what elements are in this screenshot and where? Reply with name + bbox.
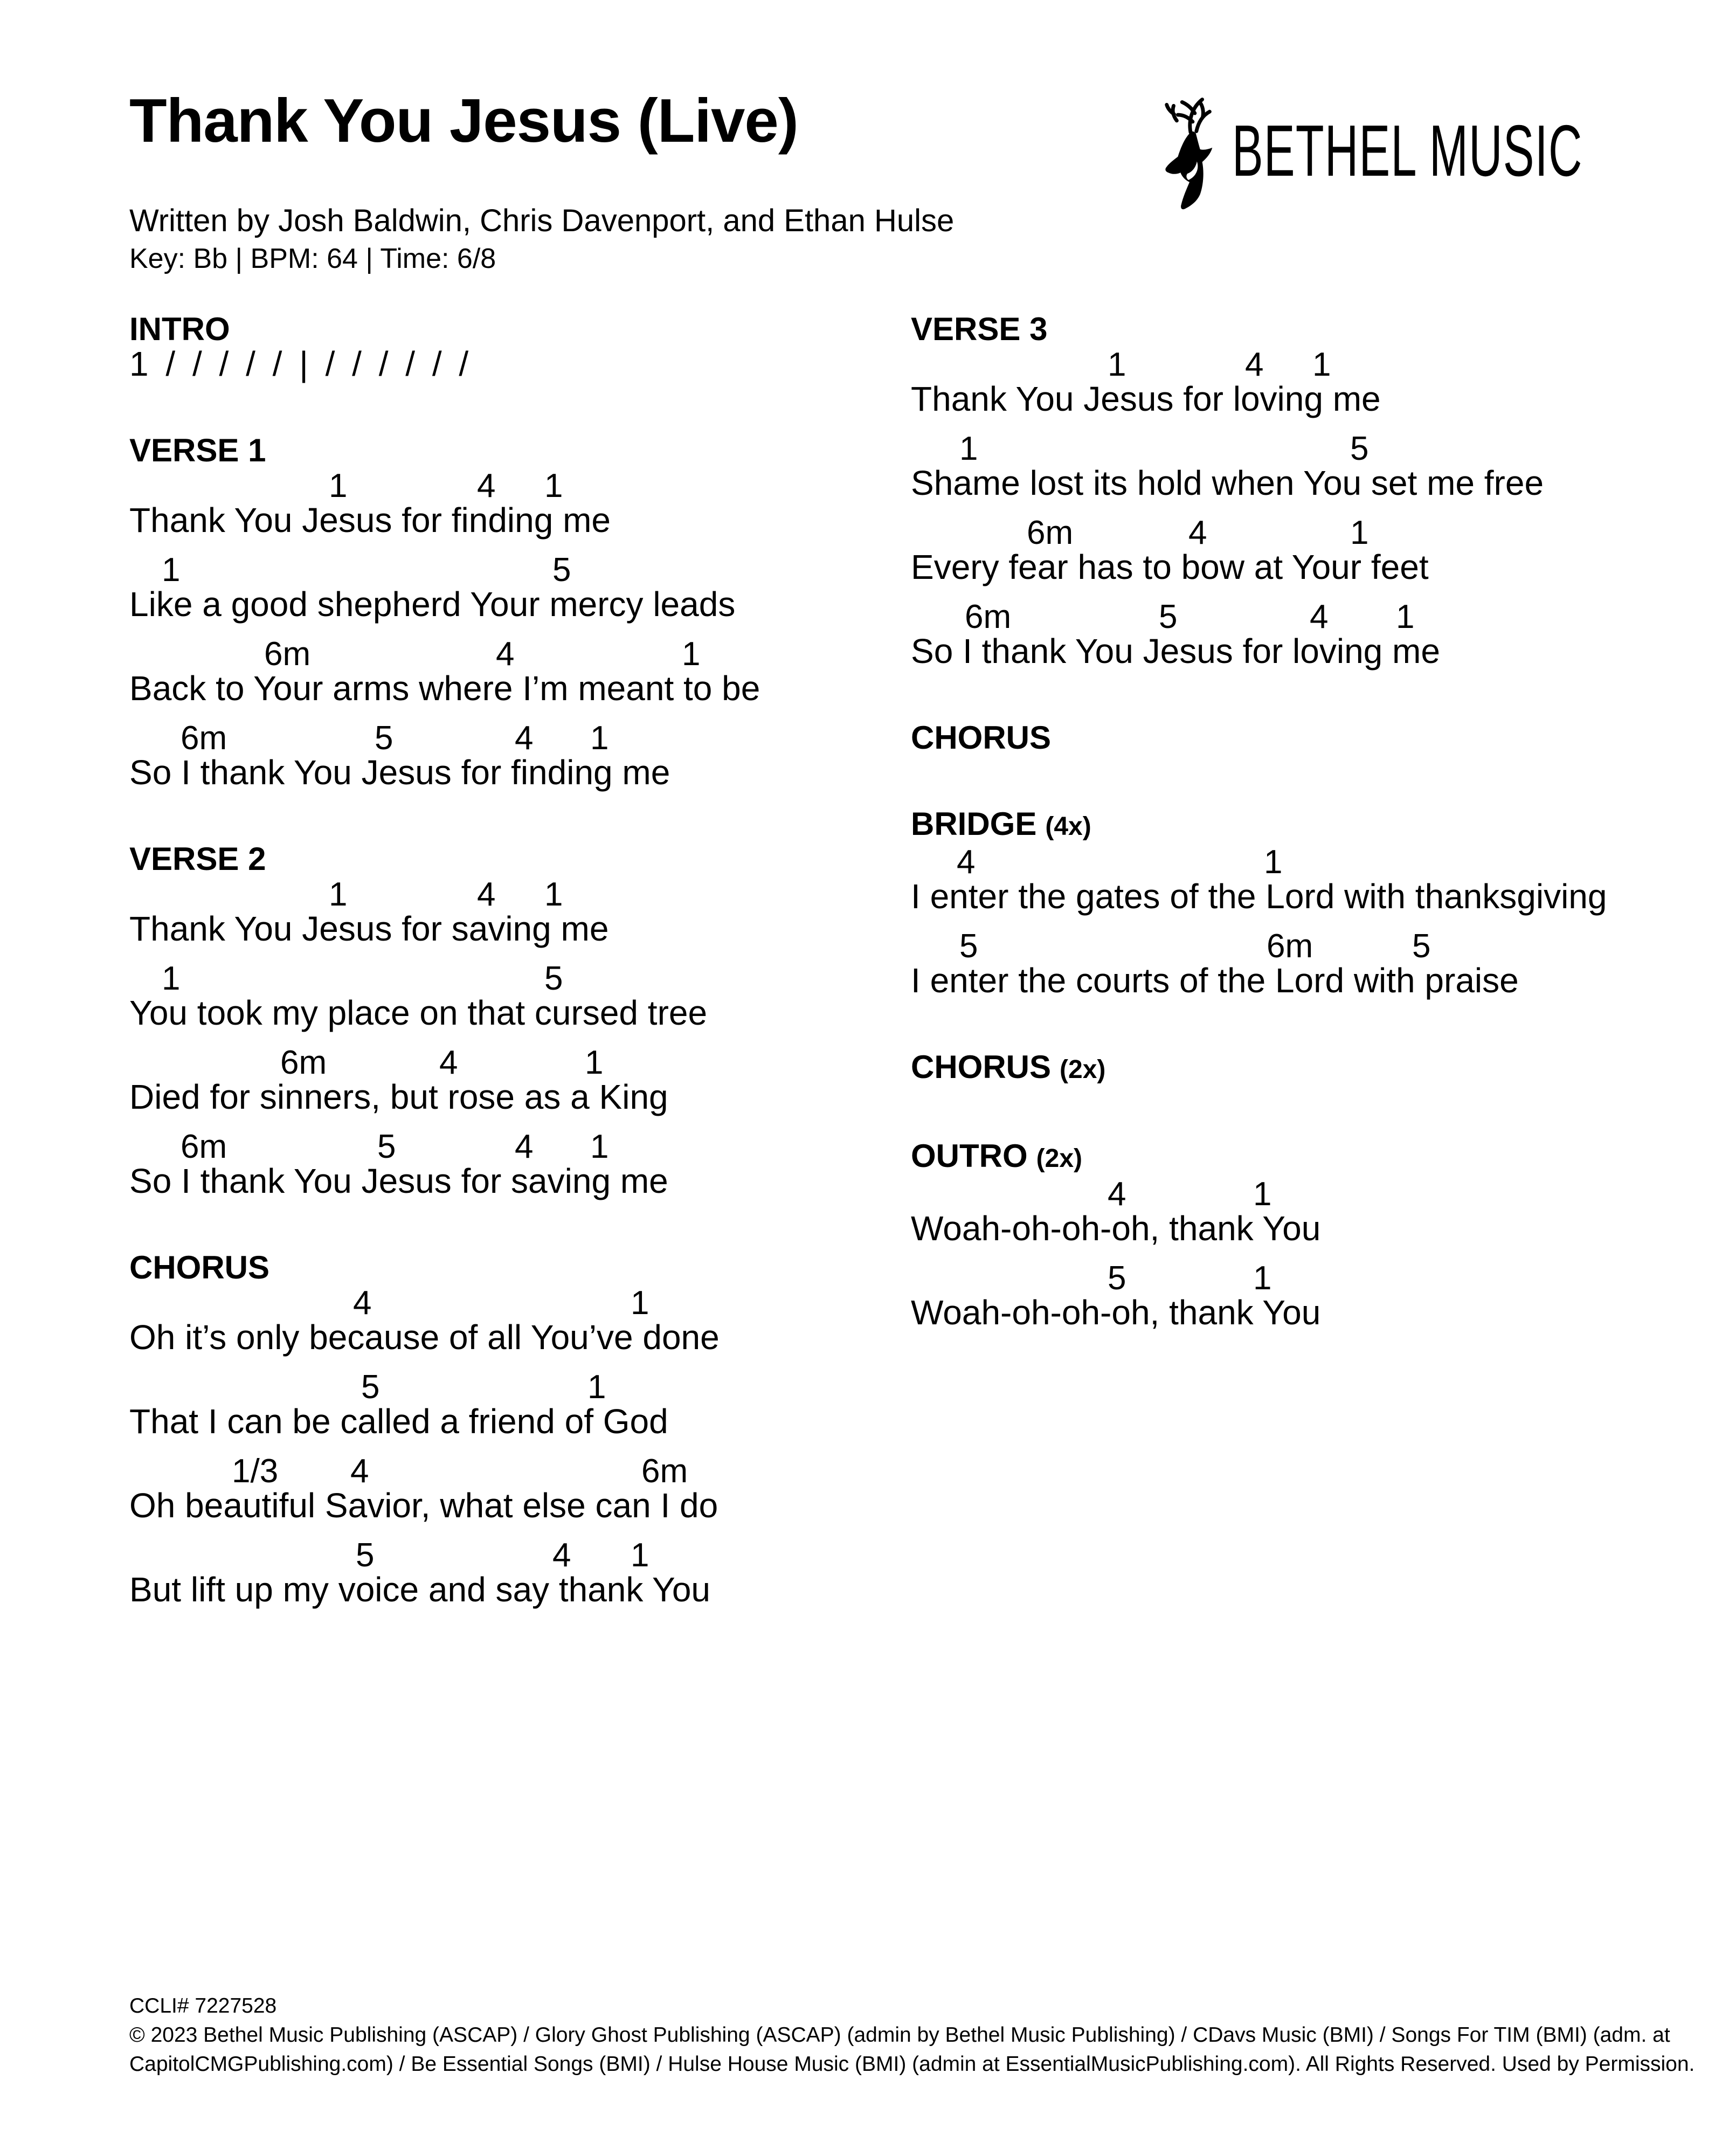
chord-line <box>911 928 1715 963</box>
chord-line <box>911 1260 1715 1295</box>
lyric-line: Back to Your arms where I’m meant to be <box>129 669 760 708</box>
chord: 6m <box>264 635 311 673</box>
lyric-line: You took my place on that cursed tree <box>129 993 708 1032</box>
section-repeat-suffix: (2x) <box>1036 1144 1083 1173</box>
section-heading <box>911 1138 1715 1176</box>
chord: 5 <box>1159 598 1178 635</box>
chord: 4 <box>439 1044 458 1081</box>
section-label: BRIDGE <box>911 806 1037 842</box>
chord: 1 <box>1253 1176 1272 1213</box>
chord: 4 <box>1245 346 1264 383</box>
chord: 5 <box>544 960 563 997</box>
chord: 5 <box>959 928 978 965</box>
section-label: VERSE 2 <box>129 841 266 877</box>
song-line <box>129 344 911 383</box>
section-heading <box>911 720 1715 755</box>
chord-line <box>129 1369 911 1404</box>
chord: 6m <box>965 598 1012 635</box>
chord: 5 <box>356 1537 375 1574</box>
chord: 1 <box>1264 844 1283 881</box>
chord: 1 <box>1253 1260 1272 1297</box>
section-heading <box>129 433 911 468</box>
chord: 4 <box>1188 514 1207 551</box>
lyric-line: I enter the courts of the Lord with praise <box>911 961 1519 1000</box>
song-line <box>129 1129 911 1199</box>
chord-line <box>911 599 1715 634</box>
section-label: OUTRO <box>911 1138 1028 1174</box>
section-label: CHORUS <box>911 720 1052 756</box>
chord: 1 <box>585 1044 604 1081</box>
lyric-line: Shame lost its hold when You set me free <box>911 464 1544 502</box>
song-line <box>911 431 1715 501</box>
song-line <box>129 1453 911 1523</box>
deer-icon <box>1158 82 1221 213</box>
chord: 4 <box>957 844 976 881</box>
chord: 1 <box>631 1284 649 1322</box>
lyric-line: Like a good shepherd Your mercy leads <box>129 585 736 624</box>
chord: 4 <box>350 1453 369 1490</box>
song-line <box>129 552 911 622</box>
lyric-line: So I thank You Jesus for loving me <box>911 632 1440 671</box>
bethel-music-logo <box>1158 82 1715 213</box>
lyric-line: That I can be called a friend of God <box>129 1402 668 1441</box>
section-heading <box>911 806 1715 844</box>
section-label: CHORUS <box>911 1049 1052 1085</box>
column-right <box>911 312 1715 1659</box>
song-line <box>129 876 911 946</box>
section-repeat-suffix: (4x) <box>1045 812 1091 841</box>
song-line <box>911 1260 1715 1330</box>
chord: 1 <box>1396 598 1415 635</box>
song-section <box>911 312 1715 669</box>
song-line <box>129 468 911 538</box>
key-bpm-time-info: Key: Bb | BPM: 64 | Time: 6/8 <box>129 243 496 274</box>
chord: 4 <box>1108 1176 1126 1213</box>
section-heading <box>129 841 911 876</box>
section-heading <box>129 312 911 347</box>
chord-line <box>129 468 911 503</box>
song-line <box>129 960 911 1031</box>
writers-credit: Written by Josh Baldwin, Chris Davenport, and Ethan Hulse <box>129 203 955 238</box>
song-section <box>129 1250 911 1607</box>
section-heading <box>911 1049 1715 1087</box>
section-heading <box>911 312 1715 347</box>
chord: 1 <box>1350 514 1369 551</box>
section-label: INTRO <box>129 311 230 347</box>
chord-line <box>911 515 1715 550</box>
footer <box>129 1992 1715 2079</box>
lyric-line: Thank You Jesus for loving me <box>911 379 1381 418</box>
chord: 5 <box>375 720 393 757</box>
lyric-line: Thank You Jesus for saving me <box>129 909 609 948</box>
chord-line <box>911 1176 1715 1211</box>
song-section <box>911 1138 1715 1330</box>
chord: 4 <box>1310 598 1329 635</box>
chord: 1 <box>162 551 181 589</box>
song-line <box>911 515 1715 585</box>
chord: 6m <box>181 720 227 757</box>
chord: 1 <box>1312 346 1331 383</box>
chord: 1 <box>590 1128 609 1165</box>
chord-line <box>129 1453 911 1488</box>
chord: 6m <box>1267 928 1313 965</box>
section-repeat-suffix: (2x) <box>1060 1055 1106 1084</box>
chord-line <box>129 960 911 996</box>
section-heading <box>129 1250 911 1285</box>
chord-line <box>911 431 1715 466</box>
chord: 5 <box>377 1128 396 1165</box>
song-line <box>129 1045 911 1115</box>
chord: 1 <box>590 720 609 757</box>
lyric-line: Died for sinners, but rose as a King <box>129 1077 668 1116</box>
chord: 5 <box>1350 430 1369 467</box>
lyric-line: Oh beautiful Savior, what else can I do <box>129 1486 718 1525</box>
song-section <box>129 433 911 790</box>
chord: 1 <box>162 960 181 997</box>
chord-line <box>129 720 911 755</box>
song-line <box>129 636 911 706</box>
section-label: CHORUS <box>129 1249 270 1286</box>
chord-line <box>129 1537 911 1572</box>
chord-line <box>911 347 1715 382</box>
deer-head-shape <box>1165 132 1212 209</box>
lyric-line: So I thank You Jesus for saving me <box>129 1162 668 1200</box>
chord: 1 <box>329 876 348 913</box>
song-section <box>129 312 911 382</box>
song-line <box>129 1537 911 1607</box>
chord: 4 <box>477 876 496 913</box>
header <box>129 81 954 278</box>
lyric-line: Thank You Jesus for finding me <box>129 501 611 540</box>
lyric-line: So I thank You Jesus for finding me <box>129 753 670 792</box>
lyric-line: But lift up my voice and say thank You <box>129 1570 710 1609</box>
chord-line <box>129 636 911 671</box>
section-label: VERSE 1 <box>129 432 266 468</box>
chord: 5 <box>1412 928 1431 965</box>
chord-line <box>129 1129 911 1164</box>
chord: 4 <box>515 1128 534 1165</box>
chord: 1 <box>329 467 348 505</box>
song-line <box>129 720 911 790</box>
lyric-line: Every fear has to bow at Your feet <box>911 548 1429 586</box>
chord: 1 <box>544 467 563 505</box>
chord: 1 <box>587 1369 606 1406</box>
chord-line <box>129 876 911 911</box>
chord: 4 <box>477 467 496 505</box>
rhythm-line: 1 / / / / / | / / / / / / <box>129 344 473 383</box>
chord: 6m <box>181 1128 227 1165</box>
chord: 1 <box>544 876 563 913</box>
lyric-line: Oh it’s only because of all You’ve done <box>129 1318 720 1357</box>
ccli-number: CCLI# 7227528 <box>129 1994 277 2017</box>
chord-line <box>129 552 911 587</box>
chord: 1/3 <box>232 1453 279 1490</box>
chord: 5 <box>361 1369 380 1406</box>
chord: 6m <box>280 1044 327 1081</box>
chord: 4 <box>552 1537 571 1574</box>
song-section <box>129 841 911 1199</box>
song-line <box>911 928 1715 998</box>
chord: 4 <box>353 1284 372 1322</box>
page-title: Thank You Jesus (Live) <box>129 87 798 155</box>
copyright-text: © 2023 Bethel Music Publishing (ASCAP) / Glory Ghost Publishing (ASCAP) (admin by Bethel Music Publishing) / CDavs Music (BMI) / Songs For TIM (BMI) (adm. at CapitolCMGPublishing.com) / Be Essential Songs (BMI) / Hulse House Music (BMI) (admin at EssentialMusicPublishing.com). All Rights Reserved. Used by Permission. <box>129 2023 1695 2076</box>
chord: 5 <box>552 551 571 589</box>
chord: 6m <box>641 1453 688 1490</box>
song-line <box>911 347 1715 417</box>
lyric-line: Woah-oh-oh-oh, thank You <box>911 1293 1321 1332</box>
chord-line <box>129 1285 911 1320</box>
song-line <box>911 599 1715 669</box>
chord: 4 <box>496 635 515 673</box>
section-label: VERSE 3 <box>911 311 1048 347</box>
song-section <box>911 806 1715 998</box>
song-columns <box>129 312 1715 1659</box>
logo-wordmark: BETHEL MUSIC <box>1232 110 1583 191</box>
chord: 1 <box>682 635 701 673</box>
song-section <box>911 1049 1715 1087</box>
song-section <box>911 720 1715 755</box>
song-line <box>129 1285 911 1355</box>
chord-line <box>129 1045 911 1080</box>
song-line <box>911 844 1715 914</box>
chord: 1 <box>631 1537 649 1574</box>
lyric-line: Woah-oh-oh-oh, thank You <box>911 1209 1321 1248</box>
chord: 1 <box>1108 346 1126 383</box>
chord: 1 <box>959 430 978 467</box>
chord: 6m <box>1027 514 1074 551</box>
chord-line <box>911 844 1715 879</box>
column-left <box>129 312 911 1659</box>
song-line <box>129 1369 911 1439</box>
lyric-line: I enter the gates of the Lord with thanksgiving <box>911 877 1607 916</box>
chord: 5 <box>1108 1260 1126 1297</box>
song-line <box>911 1176 1715 1246</box>
chord: 4 <box>515 720 534 757</box>
